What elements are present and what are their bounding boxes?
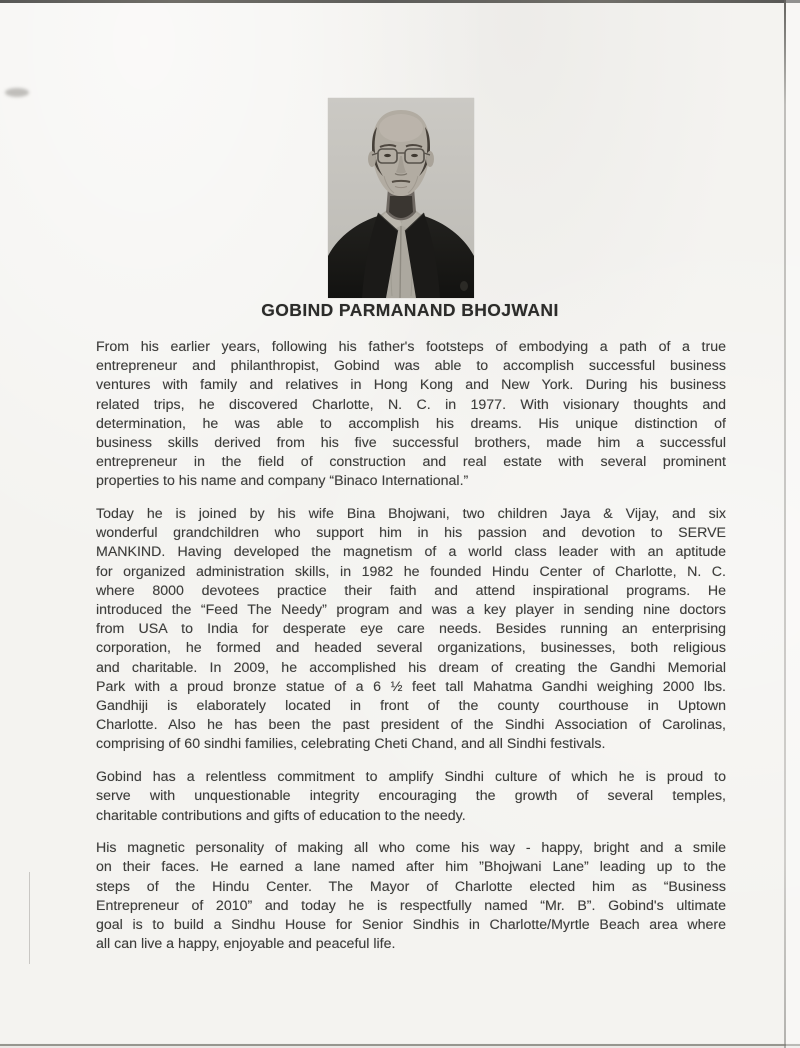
text-line: MANKIND. Having developed the magnetism of a world class leader with an aptitude <box>96 544 726 561</box>
text-line: comprising of 60 sindhi families, celebrating Cheti Chand, and all Sindhi festivals. <box>96 736 606 753</box>
text-line: business skills derived from his five successful brothers, made him a successful <box>96 434 726 451</box>
paragraph <box>96 768 726 826</box>
text-line: for organized administration skills, in 1982 he founded Hindu Center of Charlotte, N. C. <box>96 563 726 580</box>
text-line: corporation, he formed and headed several organizations, businesses, both religious <box>96 640 726 657</box>
text-line: and charitable. In 2009, he accomplished his dream of creating the Gandhi Memorial <box>96 659 726 676</box>
text-line: Park with a proud bronze statue of a 6 ½ feet tall Mahatma Gandhi weighing 2000 lbs. <box>96 678 726 695</box>
scan-edge-right-band <box>786 0 800 1048</box>
text-line: properties to his name and company “Binaco International.” <box>96 473 469 490</box>
text-line: wonderful grandchildren who support him in his passion and devotion to SERVE <box>96 525 726 542</box>
text-line: entrepreneur and philanthropist, Gobind was able to accomplish successful business <box>96 358 726 375</box>
paragraphs <box>96 338 726 954</box>
text-line: on their faces. He earned a lane named after him ”Bhojwani Lane” leading up to the <box>96 859 726 876</box>
scan-edge-top-line <box>0 0 800 3</box>
scan-faint-left-line <box>29 872 30 964</box>
text-line: introduced the “Feed The Needy” program and was a key player in sending nine doctors <box>96 602 726 619</box>
text-line: Today he is joined by his wife Bina Bhojwani, two children Jaya & Vijay, and six <box>96 506 726 523</box>
text-line: charitable contributions and gifts of education to the needy. <box>96 807 466 824</box>
text-line: serve with unquestionable integrity encouraging the growth of several temples, <box>96 788 726 805</box>
text-line: Gandhiji is elaborately located in front of the county courthouse in Uptown <box>96 697 726 714</box>
paragraph <box>96 338 726 492</box>
portrait-illustration <box>328 98 474 298</box>
text-line: Charlotte. Also he has been the past president of the Sindhi Association of Carolinas, <box>96 717 726 734</box>
scan-edge-right-line <box>784 0 786 1048</box>
text-line: from USA to India for desperate eye care needs. Besides running an enterprising <box>96 621 726 638</box>
text-line: steps of the Hindu Center. The Mayor of Charlotte elected him as “Business <box>96 878 726 895</box>
text-line: where 8000 devotees practice their faith and attend inspirational programs. He <box>96 582 726 599</box>
portrait-photo <box>328 98 474 298</box>
text-line: all can live a happy, enjoyable and peaceful life. <box>96 936 396 953</box>
text-line: related trips, he discovered Charlotte, N. C. in 1977. With visionary thoughts and <box>96 396 726 413</box>
text-line: ventures with family and relatives in Hong Kong and New York. During his business <box>96 377 726 394</box>
scan-smudge <box>5 88 29 97</box>
text-line: goal is to build a Sindhu House for Senior Sindhis in Charlotte/Myrtle Beach area where <box>96 917 726 934</box>
text-line: His magnetic personality of making all who come his way - happy, bright and a smile <box>96 840 726 857</box>
scan-edge-bottom-line <box>0 1043 800 1048</box>
text-line: Entrepreneur of 2010” and today he is respectfully named “Mr. B”. Gobind's ultimate <box>96 897 726 914</box>
paragraph <box>96 839 726 954</box>
paragraph <box>96 505 726 754</box>
lapel-pin <box>460 281 468 291</box>
text-line: determination, he was able to accomplish his dreams. His unique distinction of <box>96 415 726 432</box>
text-line: From his earlier years, following his father's footsteps of embodying a path of a true <box>96 339 726 355</box>
text-line: entrepreneur in the field of construction and real estate with several prominent <box>96 454 726 471</box>
page-title: GOBIND PARMANAND BHOJWANI <box>261 300 559 320</box>
text-line: Gobind has a relentless commitment to amplify Sindhi culture of which he is proud to <box>96 769 726 786</box>
